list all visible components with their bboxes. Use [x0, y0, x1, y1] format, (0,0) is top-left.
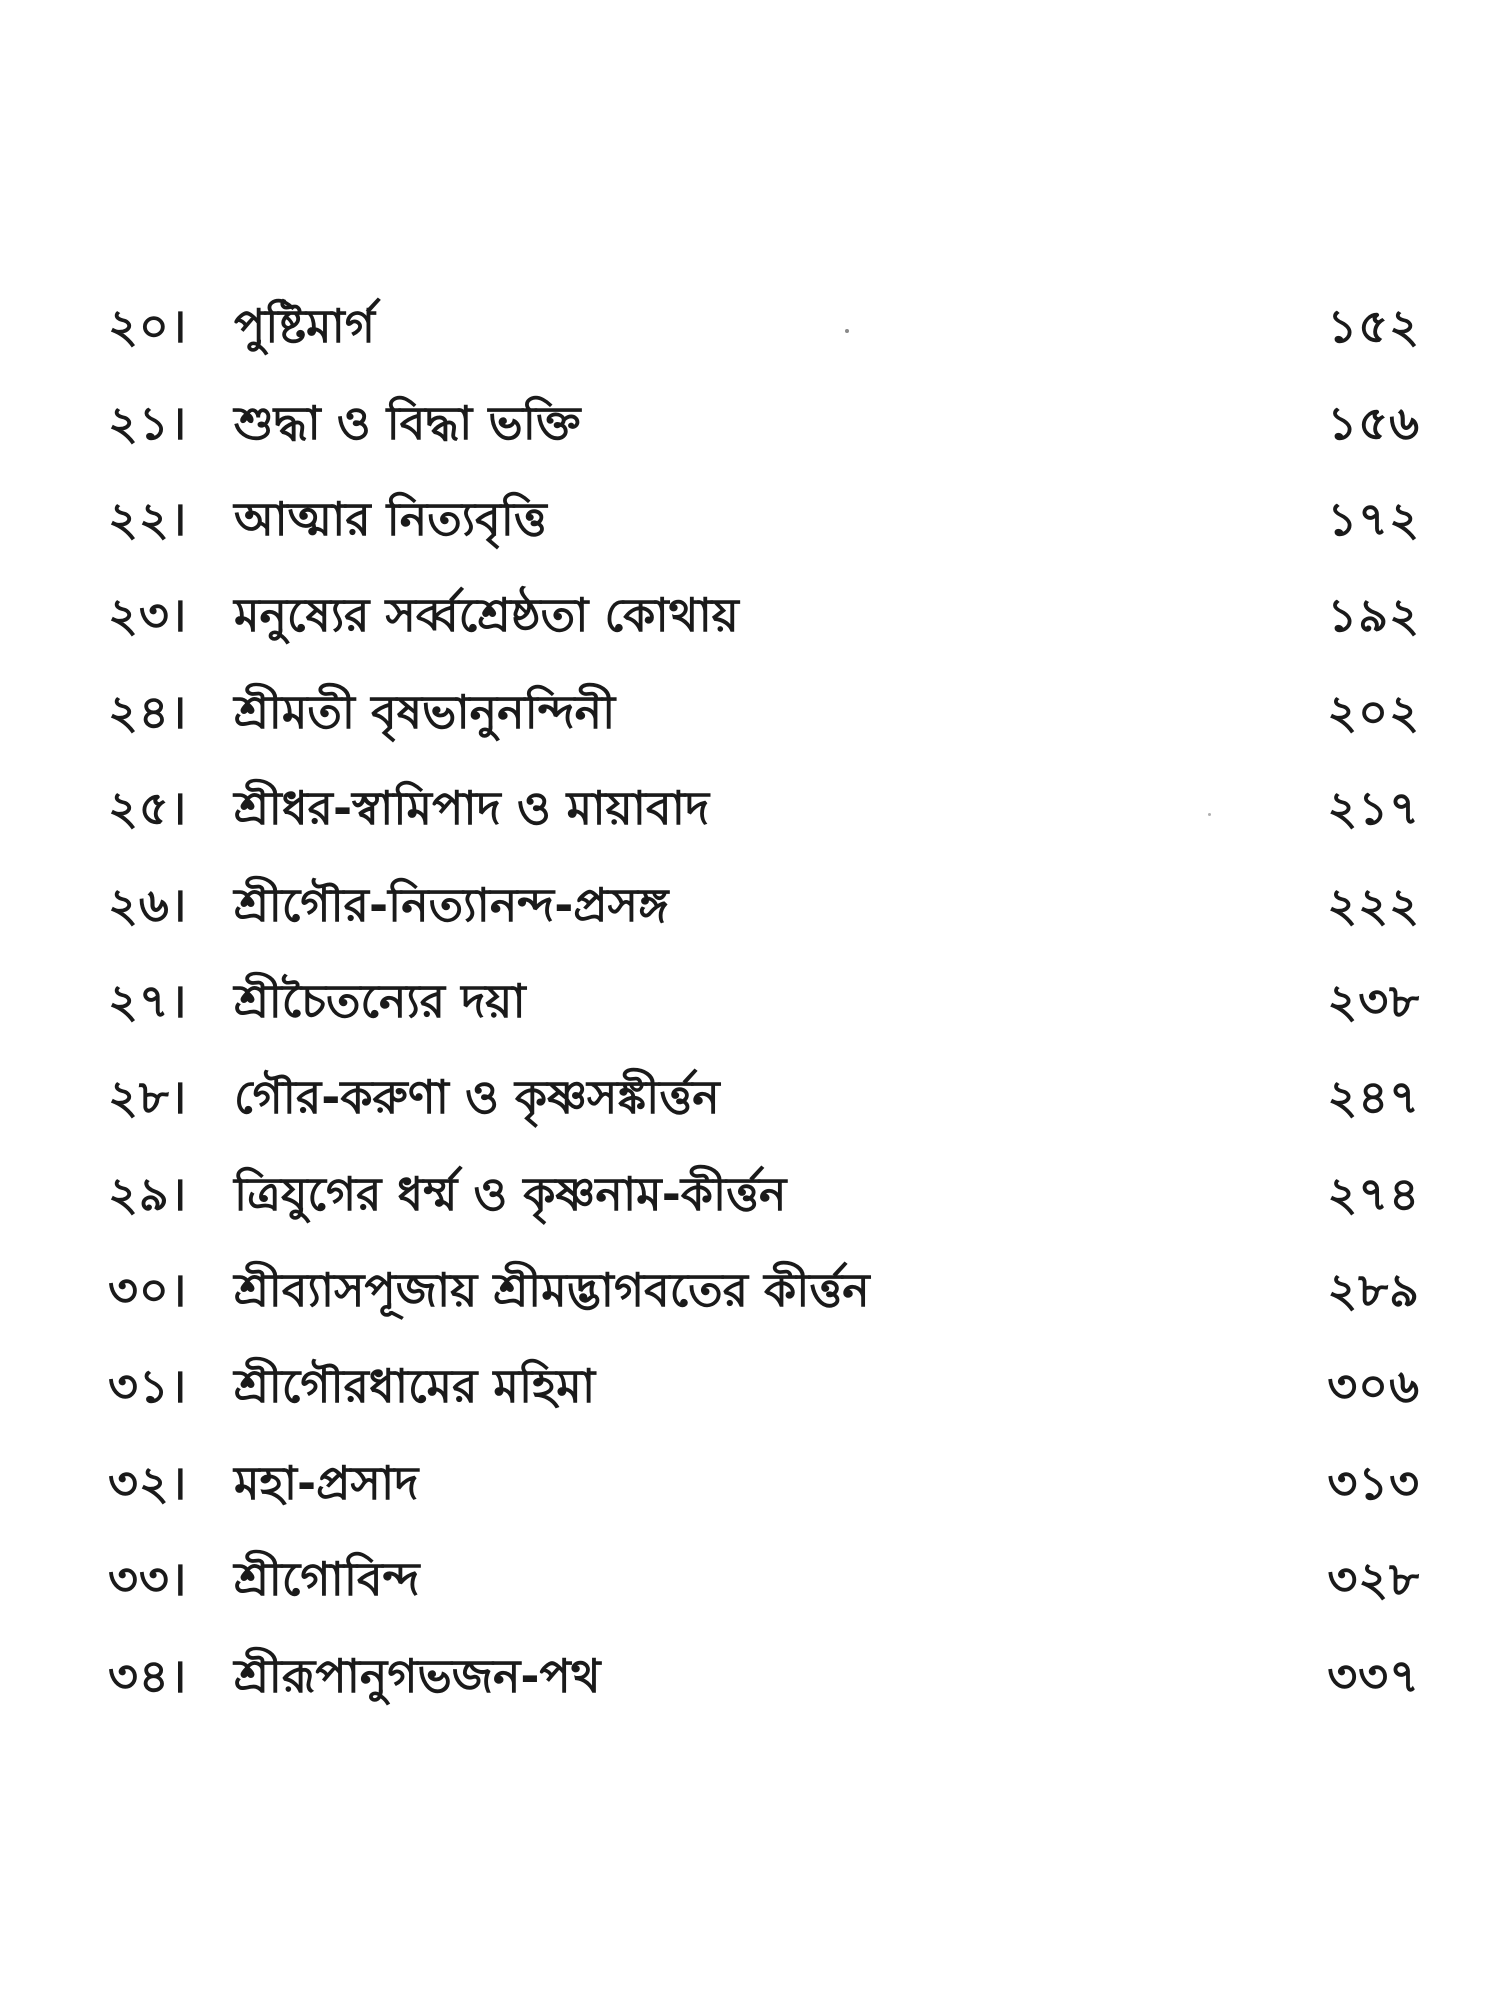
page-number: ৩১৩	[1327, 1455, 1420, 1510]
toc-entry	[108, 860, 1420, 956]
page-number: ৩৩৭	[1327, 1648, 1420, 1703]
page-number: ১৫২	[1327, 299, 1420, 354]
chapter-number: ২২।	[108, 491, 188, 546]
toc-entry	[108, 475, 1420, 571]
chapter-number: ২৬।	[108, 877, 188, 932]
page-number: ১৭২	[1327, 491, 1420, 546]
chapter-title: শ্রীধর-স্বামিপাদ ও মায়াবাদ	[234, 781, 710, 836]
chapter-title: পুষ্টিমার্গ	[234, 299, 375, 354]
chapter-title: শ্রীব্যাসপূজায় শ্রীমদ্ভাগবতের কীর্ত্তন	[234, 1263, 870, 1318]
page-number: ২১৭	[1327, 781, 1420, 836]
toc-entry	[108, 1342, 1420, 1438]
chapter-number: ৩৩।	[108, 1552, 188, 1607]
chapter-title: শ্রীগৌর-নিত্যানন্দ-প্রসঙ্গ	[234, 877, 669, 932]
page-number: ২০২	[1327, 684, 1420, 739]
chapter-title: মনুষ্যের সর্ব্বশ্রেষ্ঠতা কোথায়	[234, 588, 739, 643]
toc-entry	[108, 668, 1420, 764]
toc-entry	[108, 378, 1420, 474]
chapter-title: শ্রীগোবিন্দ	[234, 1552, 420, 1607]
chapter-title: গৌর-করুণা ও কৃষ্ণসঙ্কীর্ত্তন	[234, 1070, 720, 1125]
page-number: ১৯২	[1327, 588, 1420, 643]
toc-entry	[108, 571, 1420, 667]
chapter-number: ২৮।	[108, 1070, 188, 1125]
toc-entry	[108, 1439, 1420, 1535]
table-of-contents	[108, 282, 1420, 1728]
chapter-title: শ্রীরূপানুগভজন-পথ	[234, 1648, 601, 1703]
toc-entry	[108, 1535, 1420, 1631]
toc-entry	[108, 1053, 1420, 1149]
chapter-number: ৩০।	[108, 1263, 188, 1318]
chapter-number: ২৪।	[108, 684, 188, 739]
chapter-number: ৩২।	[108, 1455, 188, 1510]
page-number: ৩২৮	[1327, 1552, 1420, 1607]
toc-entry	[108, 1150, 1420, 1246]
chapter-title: ত্রিযুগের ধর্ম্ম ও কৃষ্ণনাম-কীর্ত্তন	[234, 1166, 787, 1221]
page-number: ২৩৮	[1327, 973, 1420, 1028]
chapter-title: আত্মার নিত্যবৃত্তি	[234, 491, 547, 546]
chapter-number: ২৭।	[108, 973, 188, 1028]
chapter-number: ৩১।	[108, 1359, 188, 1414]
toc-entry	[108, 282, 1420, 378]
page-number: ২২২	[1327, 877, 1420, 932]
chapter-title: শ্রীচৈতন্যের দয়া	[234, 973, 526, 1028]
chapter-number: ৩৪।	[108, 1648, 188, 1703]
toc-entry	[108, 1631, 1420, 1727]
chapter-title: শ্রীগৌরধামের মহিমা	[234, 1359, 596, 1414]
toc-entry	[108, 957, 1420, 1053]
page-number: ৩০৬	[1327, 1359, 1420, 1414]
toc-entry	[108, 1246, 1420, 1342]
chapter-title: শ্রীমতী বৃষভানুনন্দিনী	[234, 684, 616, 739]
chapter-number: ২০।	[108, 299, 188, 354]
chapter-title: মহা-প্রসাদ	[234, 1455, 419, 1510]
chapter-number: ২৩।	[108, 588, 188, 643]
chapter-number: ২৫।	[108, 781, 188, 836]
page-number: ২৭৪	[1327, 1166, 1420, 1221]
page-number: ২৪৭	[1327, 1070, 1420, 1125]
chapter-number: ২১।	[108, 395, 188, 450]
toc-entry	[108, 764, 1420, 860]
chapter-number: ২৯।	[108, 1166, 188, 1221]
page-number: ১৫৬	[1327, 395, 1420, 450]
page-number: ২৮৯	[1327, 1263, 1420, 1318]
chapter-title: শুদ্ধা ও বিদ্ধা ভক্তি	[234, 395, 581, 450]
